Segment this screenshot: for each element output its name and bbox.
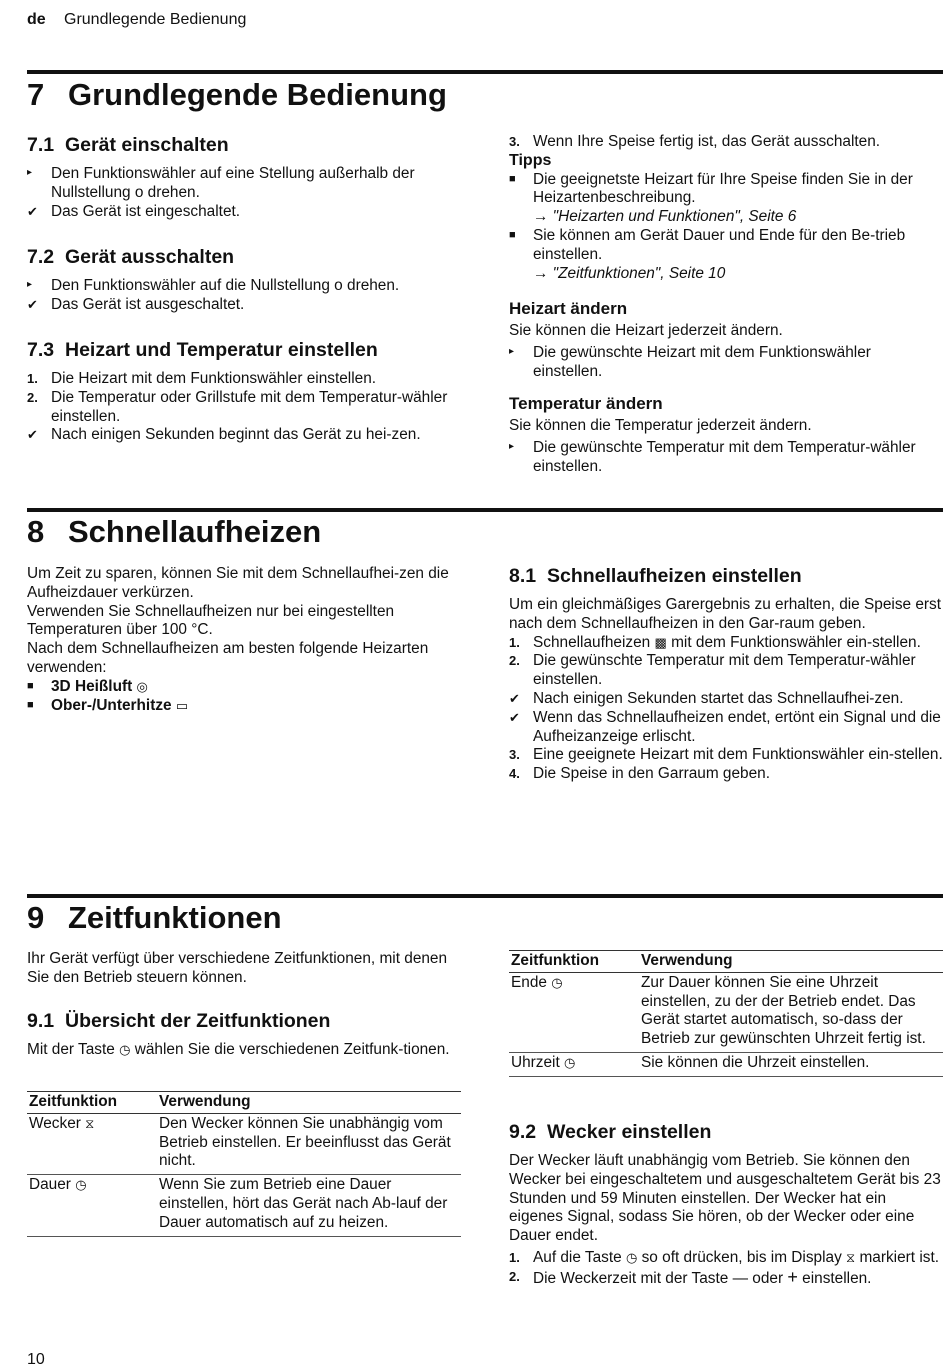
clock-icon: ◷ [119, 1042, 131, 1057]
square-bullet-icon: ■ [27, 679, 34, 692]
step-text: Auf die Taste [533, 1248, 622, 1266]
minus-icon: — [732, 1269, 748, 1287]
result-item [509, 690, 943, 709]
section-number: 7.1 [27, 134, 55, 156]
time-functions-table [27, 1091, 461, 1237]
heating-mode-label: 3D Heißluft [51, 677, 133, 695]
step-number: 4. [509, 766, 520, 782]
step-number: 2. [509, 1268, 520, 1284]
instruction-text: Den Funktionswähler auf eine Stellung außerhalb der Nullstellung o drehen. [51, 165, 415, 201]
step-item [509, 765, 943, 784]
paragraph: Um ein gleichmäßiges Garergebnis zu erhalten, die Speise erst nach dem Schnellaufheizen in den Gar-raum geben. [509, 596, 942, 632]
usage-cell: Den Wecker können Sie unabhängig vom Betrieb einstellen. Er beeinflusst das Gerät nicht. [157, 1113, 461, 1174]
step-text: Die Weckerzeit mit der Taste [533, 1269, 729, 1287]
step-item [509, 652, 943, 690]
chapter-rule [27, 894, 943, 898]
table-header-row [27, 1092, 461, 1114]
step-text: Die Heizart mit dem Funktionswähler einstellen. [51, 370, 377, 387]
function-name: Wecker [29, 1114, 81, 1132]
paragraph: Der Wecker läuft unabhängig vom Betrieb. Sie können den Wecker bei eingeschaltetem und ausgeschaltetem Gerät bis 23 Stunden und 59 Minuten einstellen. Der Wecker hat ein eigenes Signal, sodass Sie hören, ob der Wecker oder eine Dauer endet. [509, 1152, 941, 1245]
section-number: 7.3 [27, 339, 55, 361]
chapter-number: 9 [27, 900, 45, 935]
heating-mode-item [27, 697, 457, 716]
tip-text: Die geeignetste Heizart für Ihre Speise finden Sie in der Heizartenbeschreibung. [533, 170, 913, 207]
instruction-item [509, 344, 943, 382]
paragraph: Um Zeit zu sparen, können Sie mit dem Schnellaufhei-zen die Aufheizdauer verkürzen. [27, 565, 449, 601]
step-text: Schnellaufheizen [533, 633, 651, 651]
usage-cell: Wenn Sie zum Betrieb eine Dauer einstellen, hört das Gerät nach Ab-lauf der Dauer automatisch auf zu heizen. [157, 1175, 461, 1236]
usage-cell: Sie können die Uhrzeit einstellen. [639, 1052, 943, 1076]
step-text: Die gewünschte Temperatur mit dem Temperatur-wähler einstellen. [533, 652, 916, 689]
step-text: Die Speise in den Garraum geben. [533, 765, 770, 783]
paragraph: Sie können die Heizart jederzeit ändern. [509, 322, 783, 339]
section-title: Heizart und Temperatur einstellen [65, 339, 378, 361]
instruction-text: Die gewünschte Heizart mit dem Funktionswähler einstellen. [533, 343, 871, 380]
section-body [509, 1152, 943, 1289]
subsection-heading: Temperatur ändern [509, 394, 663, 413]
paragraph: Verwenden Sie Schnellaufheizen nur bei eingestellten Temperaturen über 100 °C. [27, 602, 395, 639]
section-number: 9.2 [509, 1121, 537, 1143]
chapter-title-text: Schnellaufheizen [68, 514, 322, 549]
page-number: 10 [27, 1351, 45, 1368]
chapter-rule [27, 508, 943, 512]
step-item [509, 133, 943, 152]
arrow-icon: ▸ [509, 345, 515, 357]
right-column [509, 133, 943, 283]
function-cell [509, 1052, 639, 1076]
chapter-intro [27, 565, 457, 715]
plus-icon: + [787, 1266, 798, 1287]
section-body [27, 277, 457, 315]
section-number: 8.1 [509, 565, 537, 587]
table-row [509, 972, 943, 1052]
tip-item [509, 171, 943, 209]
check-icon: ✔ [509, 690, 520, 706]
table-header-row [509, 951, 943, 973]
paragraph: Sie können die Temperatur jederzeit ändern. [509, 417, 812, 434]
step-number: 1. [509, 634, 520, 650]
step-item [27, 370, 457, 389]
result-text: Nach einigen Sekunden startet das Schnellaufhei-zen. [533, 689, 904, 707]
step-number: 3. [509, 134, 520, 149]
check-icon: ✔ [27, 427, 38, 443]
heating-mode-label: Ober-/Unterhitze [51, 696, 172, 714]
step-text: mit dem Funktionswähler ein-stellen. [671, 633, 921, 651]
cross-reference[interactable]: → "Heizarten und Funktionen", Seite 6 [533, 208, 797, 226]
hourglass-icon: ⧖ [846, 1249, 856, 1265]
function-name: Dauer [29, 1176, 71, 1194]
section-number: 7.2 [27, 246, 55, 268]
chapter-number: 8 [27, 514, 45, 549]
chapter-intro [27, 950, 457, 988]
square-bullet-icon: ■ [509, 172, 516, 185]
result-item [27, 203, 457, 222]
result-item [27, 296, 457, 315]
step-text: einstellen. [802, 1269, 872, 1287]
step-text: Die Temperatur oder Grillstufe mit dem Temperatur-wähler einstellen. [51, 388, 448, 425]
function-name: Ende [511, 973, 547, 991]
square-bullet-icon: ■ [27, 698, 34, 711]
check-icon: ✔ [27, 296, 38, 312]
column-header: Verwendung [639, 951, 943, 973]
cross-reference[interactable]: → "Zeitfunktionen", Seite 10 [533, 264, 726, 282]
tip-text: Sie können am Gerät Dauer und Ende für den Be-trieb einstellen. [533, 226, 906, 263]
step-item [27, 389, 457, 427]
section-title: Wecker einstellen [547, 1121, 712, 1143]
paragraph-part: wählen Sie die verschiedenen Zeitfunk-tionen. [134, 1041, 450, 1058]
paragraph: Ihr Gerät verfügt über verschiedene Zeitfunktionen, mit denen Sie den Betrieb steuern können. [27, 950, 448, 986]
step-text: so oft drücken, bis im Display [641, 1248, 842, 1266]
step-number: 2. [509, 653, 520, 669]
check-icon: ✔ [509, 709, 520, 725]
paragraph [27, 1041, 461, 1060]
clock-icon: ◷ [625, 1249, 638, 1265]
step-text: Eine geeignete Heizart mit dem Funktionswähler ein-stellen. [533, 746, 943, 764]
subsection-body [509, 322, 943, 381]
section-heading [27, 133, 229, 157]
step-item [509, 1249, 943, 1268]
subsection-body [509, 417, 943, 476]
result-item [509, 709, 943, 747]
check-icon: ✔ [27, 203, 38, 219]
instruction-text: Die gewünschte Temperatur mit dem Temperatur-wähler einstellen. [533, 438, 916, 475]
section-body [27, 165, 457, 221]
header-language: de [27, 11, 46, 28]
step-text: markiert ist. [859, 1248, 939, 1266]
table-row [27, 1175, 461, 1236]
instruction-item [509, 439, 943, 477]
result-text: Das Gerät ist eingeschaltet. [51, 202, 241, 220]
chapter-title [27, 77, 447, 113]
step-number: 1. [509, 1249, 520, 1265]
function-cell [27, 1175, 157, 1236]
section-heading [27, 1009, 330, 1033]
time-functions-table-continued [509, 950, 943, 1077]
chapter-number: 7 [27, 77, 45, 112]
hot-air-icon: ◎ [136, 678, 148, 694]
result-text: Wenn das Schnellaufheizen endet, ertönt ein Signal und die Aufheizanzeige erlischt. [533, 708, 941, 745]
paragraph: Nach dem Schnellaufheizen am besten folgende Heizarten verwenden: [27, 640, 429, 676]
tip-item [509, 227, 943, 265]
step-number: 1. [27, 371, 38, 386]
section-body [27, 370, 457, 445]
usage-cell: Zur Dauer können Sie eine Uhrzeit einstellen, zu der der Betrieb endet. Das Gerät startet automatisch, so-dass der Betrieb zur gewünschten Uhrzeit fertig ist. [639, 972, 943, 1052]
heating-mode-item [27, 678, 457, 697]
table-row [27, 1113, 461, 1174]
instruction-item [27, 277, 457, 296]
section-title: Schnellaufheizen einstellen [547, 565, 802, 587]
clock-icon: ◷ [75, 1177, 87, 1193]
step-item [509, 634, 943, 653]
step-item [509, 746, 943, 765]
section-title: Übersicht der Zeitfunktionen [65, 1010, 331, 1032]
instruction-item [27, 165, 457, 203]
arrow-icon: ▸ [27, 279, 33, 290]
square-bullet-icon: ■ [509, 228, 516, 241]
section-heading [27, 245, 234, 269]
paragraph-part: Mit der Taste [27, 1041, 115, 1058]
column-header: Verwendung [157, 1092, 461, 1114]
section-heading [509, 1120, 711, 1144]
top-bottom-heat-icon: ▭ [175, 697, 189, 713]
step-text: Wenn Ihre Speise fertig ist, das Gerät ausschalten. [533, 133, 881, 150]
step-number: 3. [509, 747, 520, 763]
arrow-icon: ▸ [509, 440, 515, 452]
tips-heading: Tipps [509, 151, 552, 169]
section-body [509, 596, 943, 784]
chapter-title-text: Grundlegende Bedienung [68, 77, 447, 112]
column-header: Zeitfunktion [509, 951, 639, 973]
chapter-title [27, 514, 321, 550]
arrow-icon: ▸ [27, 167, 33, 178]
step-text: oder [752, 1269, 784, 1287]
header-title: Grundlegende Bedienung [64, 11, 247, 28]
step-number: 2. [27, 389, 38, 405]
section-title: Gerät einschalten [65, 134, 229, 156]
function-cell [509, 972, 639, 1052]
clock-icon: ◷ [564, 1054, 576, 1070]
instruction-text: Den Funktionswähler auf die Nullstellung o drehen. [51, 277, 400, 294]
section-number: 9.1 [27, 1010, 55, 1032]
hourglass-icon: ⧖ [85, 1115, 95, 1131]
section-title: Gerät ausschalten [65, 246, 235, 268]
subsection-heading: Heizart ändern [509, 299, 628, 318]
chapter-rule [27, 70, 943, 74]
chapter-title [27, 900, 282, 936]
clock-icon: ◷ [551, 974, 563, 990]
result-item [27, 426, 457, 445]
section-heading [27, 338, 378, 362]
result-text: Nach einigen Sekunden beginnt das Gerät zu hei-zen. [51, 426, 421, 444]
table-row [509, 1052, 943, 1076]
section-body [27, 1041, 461, 1060]
chapter-title-text: Zeitfunktionen [68, 900, 282, 935]
section-heading [509, 564, 802, 588]
column-header: Zeitfunktion [27, 1092, 157, 1114]
function-name: Uhrzeit [511, 1053, 560, 1071]
result-text: Das Gerät ist ausgeschaltet. [51, 295, 245, 313]
step-item [509, 1268, 943, 1289]
function-cell [27, 1113, 157, 1174]
rapid-heat-icon: ▩ [654, 634, 667, 650]
